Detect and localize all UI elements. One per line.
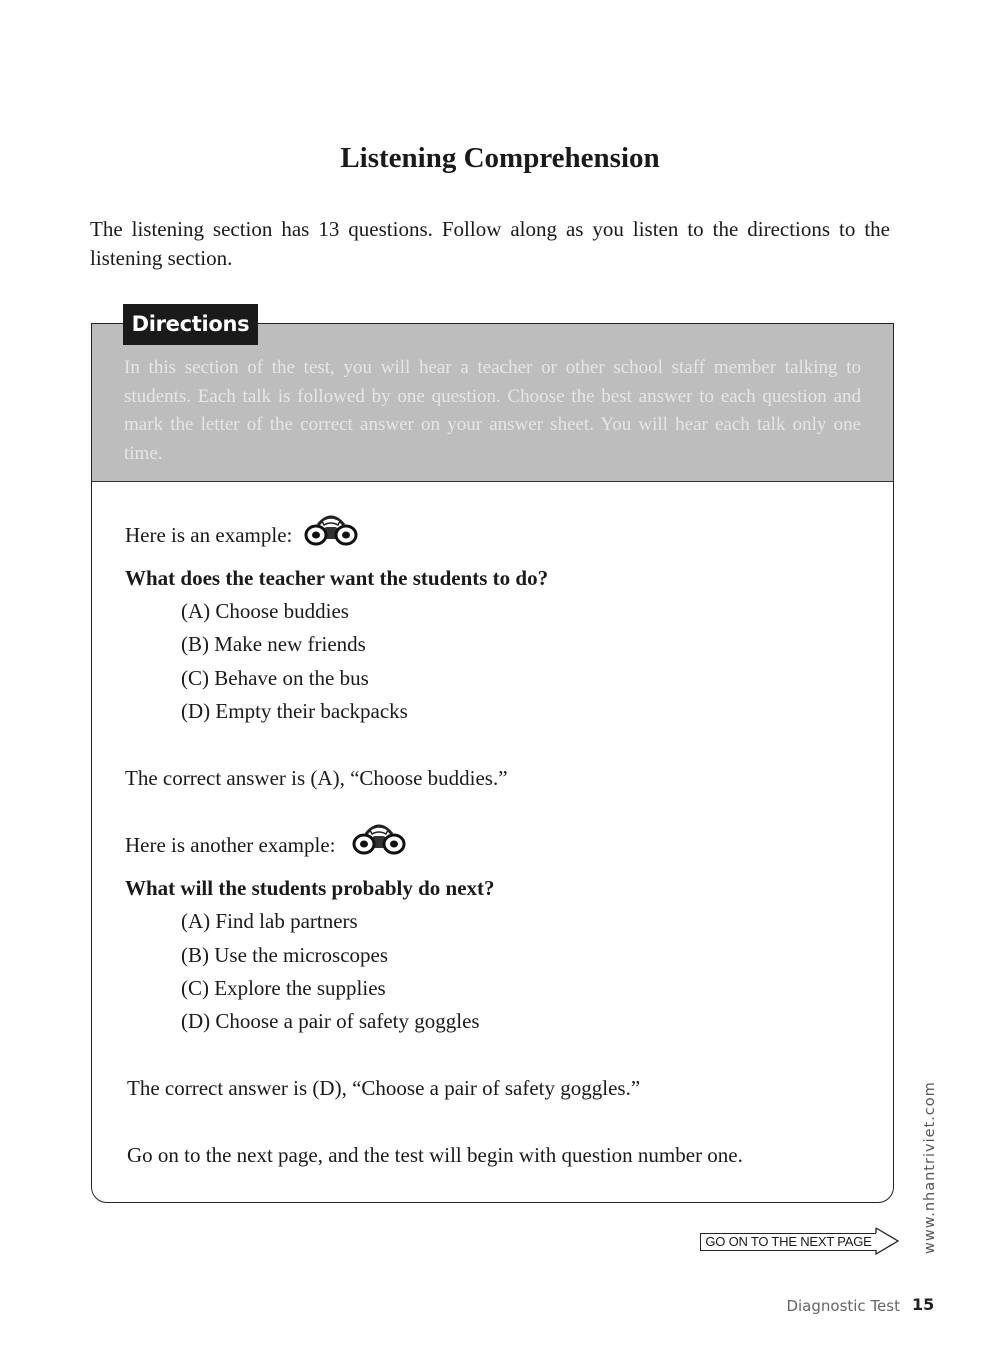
website-text: www.nhantriviet.com xyxy=(922,1081,938,1254)
directions-panel xyxy=(92,324,893,482)
example-2-option-d: (D) Choose a pair of safety goggles xyxy=(181,1009,480,1033)
example-2-option-a: (A) Find lab partners xyxy=(181,909,358,933)
intro-paragraph: The listening section has 13 questions. Follow along as you listen to the directions to the listening section. xyxy=(90,217,890,270)
example-1-question: What does the teacher want the students to do? xyxy=(125,566,549,590)
example-1-option-c: (C) Behave on the bus xyxy=(181,666,369,690)
directions-box xyxy=(91,323,894,1203)
example-2-option-c: (C) Explore the supplies xyxy=(181,976,386,1000)
directions-tab: Directions xyxy=(123,304,258,345)
example-2-option-b: (B) Use the microscopes xyxy=(181,943,389,967)
example-1-answer: The correct answer is (A), “Choose buddies.” xyxy=(125,766,508,790)
example-1-option-b: (B) Make new friends xyxy=(181,632,366,656)
example-1-lead: Here is an example: xyxy=(125,523,293,547)
directions-text: In this section of the test, you will hear a teacher or other school staff member talking to students. Each talk is followed by one question. Choose the best answer to each question and mark the letter of the correct answer on your answer sheet. You will hear each talk only one time. xyxy=(124,357,861,464)
closing-instruction: Go on to the next page, and the test will begin with question number one. xyxy=(127,1143,743,1167)
page-number: 15 xyxy=(912,1295,935,1314)
headphones-icon xyxy=(352,820,406,858)
next-page-indicator: GO ON TO THE NEXT PAGE xyxy=(700,1233,876,1251)
example-2-lead: Here is another example: xyxy=(125,833,336,857)
footer-section: Diagnostic Test xyxy=(786,1297,900,1315)
page-title: Listening Comprehension xyxy=(340,142,660,174)
headphones-icon xyxy=(304,511,358,549)
example-2-answer: The correct answer is (D), “Choose a pair of safety goggles.” xyxy=(127,1076,641,1100)
example-1-option-d: (D) Empty their backpacks xyxy=(181,699,408,723)
example-1-option-a: (A) Choose buddies xyxy=(181,599,349,623)
example-2-question: What will the students probably do next? xyxy=(125,876,495,900)
